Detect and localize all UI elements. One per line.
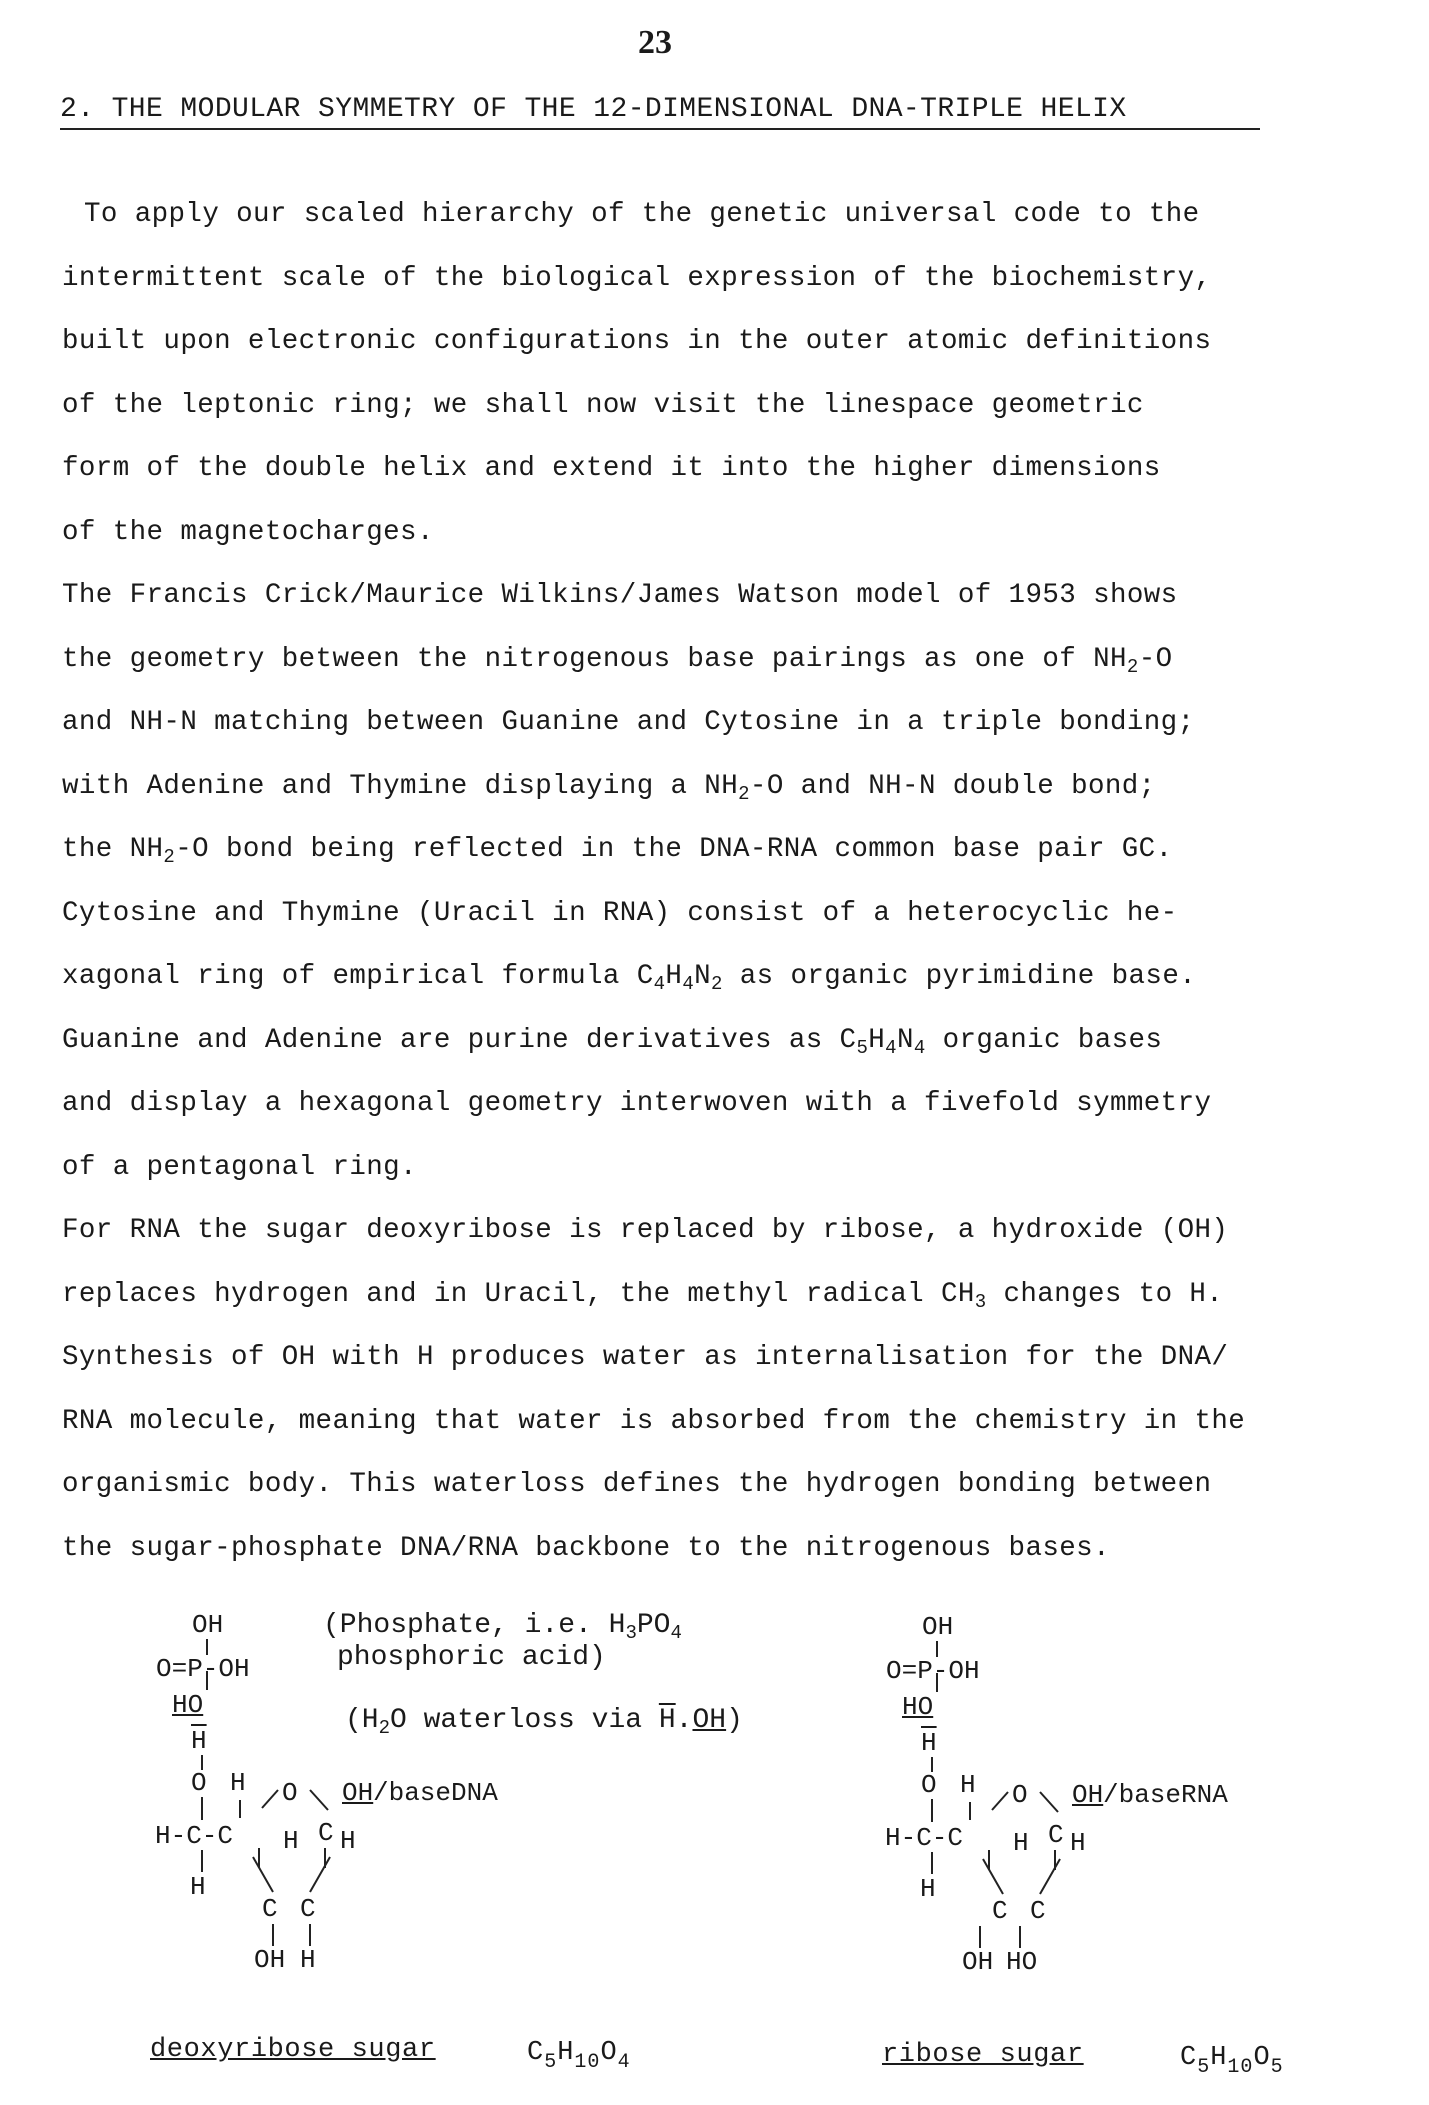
text-run: Guanine and Adenine are purine derivatives as C xyxy=(62,1024,857,1056)
atom-label: H-C-C xyxy=(885,1823,964,1853)
text-line xyxy=(62,945,1402,1009)
subscript: 4 xyxy=(913,1036,926,1059)
subscript: 5 xyxy=(856,1036,869,1059)
text-run: the NH xyxy=(62,834,164,865)
atom-label: H xyxy=(1070,1828,1086,1858)
subscript: 2 xyxy=(738,782,750,805)
text-run: O xyxy=(600,2038,618,2068)
text-line: the sugar-phosphate DNA/RNA backbone to the nitrogenous bases. xyxy=(62,1532,1110,1564)
subscript: 3 xyxy=(625,1622,637,1644)
atom-label: H xyxy=(340,1826,356,1856)
text-run: organic bases xyxy=(925,1024,1163,1056)
text-line: of the magnetocharges. xyxy=(62,516,434,548)
text-run: H xyxy=(1210,2043,1228,2073)
text-run: (H xyxy=(345,1705,379,1736)
text-run: phosphoric acid) xyxy=(337,1642,606,1673)
subscript: 4 xyxy=(670,1622,682,1644)
atom-label: OH xyxy=(192,1610,224,1640)
atom-label: C xyxy=(262,1894,278,1924)
text-line xyxy=(62,1009,1402,1073)
text-line: Cytosine and Thymine (Uracil in RNA) consist of a heterocyclic he- xyxy=(62,897,1178,929)
text-line: built upon electronic configurations in the outer atomic definitions xyxy=(62,326,1212,357)
atom-label: C xyxy=(318,1818,334,1848)
atom-label: C xyxy=(992,1896,1008,1926)
atom-label: $\overline{H}$ xyxy=(921,1728,937,1758)
body-text xyxy=(62,183,1402,1580)
text-line: To apply our scaled hierarchy of the genetic universal code to the xyxy=(84,199,1200,230)
subscript: 2 xyxy=(711,973,723,995)
text-run: O xyxy=(1253,2043,1271,2073)
text-run: O waterloss via xyxy=(390,1705,659,1736)
deoxyribose-formula xyxy=(527,2038,631,2074)
text-line xyxy=(62,818,1402,882)
ribose-structure xyxy=(880,1612,1300,1977)
atom-label: O xyxy=(1012,1780,1028,1810)
atom-label: H xyxy=(300,1945,316,1975)
subscript: 2 xyxy=(163,846,176,868)
text-run: H xyxy=(665,961,683,992)
waterloss-note xyxy=(345,1705,743,1737)
text-run: $\overline{H}$ xyxy=(658,1705,676,1736)
atom-label: HO xyxy=(172,1690,204,1720)
atom-label: C xyxy=(1048,1820,1064,1850)
text-line: form of the double helix and extend it into the higher dimensions xyxy=(62,453,1161,484)
phosphate-note xyxy=(323,1610,682,1674)
text-line: organismic body. This waterloss defines the hydrogen bonding between xyxy=(62,1469,1212,1500)
ribose-caption: ribose sugar xyxy=(882,2040,1084,2070)
atom-label: O xyxy=(191,1768,207,1798)
text-run: N xyxy=(694,961,712,992)
text-run: as organic pyrimidine base. xyxy=(722,961,1197,992)
subscript: 4 xyxy=(617,2051,631,2074)
text-line: For RNA the sugar deoxyribose is replaced by ribose, a hydroxide (OH) xyxy=(62,1215,1229,1246)
atom-label: OH xyxy=(962,1947,994,1977)
text-run: -O bond being reflected in the DNA-RNA common base pair GC. xyxy=(175,834,1173,865)
atom-label: $\overline{H}$ xyxy=(191,1726,207,1756)
text-run: with Adenine and Thymine displaying a NH xyxy=(62,770,739,802)
atom-label: O xyxy=(921,1770,937,1800)
atom-label: C xyxy=(300,1894,316,1924)
atom-label: OH xyxy=(254,1945,286,1975)
atom-label: HO xyxy=(1006,1947,1038,1977)
section-heading: 2. THE MODULAR SYMMETRY OF THE 12-DIMENSIONAL DNA-TRIPLE HELIX xyxy=(60,94,1260,130)
subscript: 10 xyxy=(1227,2056,1254,2079)
subscript: 4 xyxy=(653,973,666,995)
atom-label: /baseDNA xyxy=(373,1778,498,1808)
atom-label: H xyxy=(960,1770,976,1800)
atom-label: O=P-OH xyxy=(156,1654,250,1684)
text-run: ) xyxy=(726,1705,743,1736)
subscript: 5 xyxy=(1197,2056,1211,2079)
subscript: 3 xyxy=(974,1290,987,1313)
subscript: 2 xyxy=(378,1717,391,1739)
subscript: 2 xyxy=(1126,655,1139,678)
text-run: replaces hydrogen and in Uracil, the methyl radical CH xyxy=(62,1278,975,1310)
text-run: C xyxy=(527,2038,545,2068)
atom-label: H xyxy=(190,1872,206,1902)
atom-label: OH xyxy=(1072,1780,1104,1810)
text-run: -O and NH-N double bond; xyxy=(749,770,1156,802)
text-run: changes to H. xyxy=(986,1278,1224,1310)
text-run: C xyxy=(1180,2043,1198,2073)
atom-label: H xyxy=(283,1826,299,1856)
deoxyribose-caption: deoxyribose sugar xyxy=(150,2035,436,2065)
atom-label: OH xyxy=(342,1778,374,1808)
atom-label: O=P-OH xyxy=(886,1656,980,1686)
text-line xyxy=(62,628,1402,692)
text-run: H xyxy=(868,1024,886,1056)
atom-label: H xyxy=(920,1874,936,1904)
text-run: -O xyxy=(1138,643,1173,675)
subscript: 5 xyxy=(544,2051,558,2074)
subscript: 5 xyxy=(1270,2056,1284,2079)
atom-label: H-C-C xyxy=(155,1821,234,1851)
text-run: . xyxy=(675,1705,693,1736)
text-line xyxy=(62,755,1402,819)
atom-label: H xyxy=(230,1768,246,1798)
page-number: 23 xyxy=(638,24,672,61)
text-line: Synthesis of OH with H produces water as internalisation for the DNA/ xyxy=(62,1342,1229,1373)
text-run: OH xyxy=(692,1705,727,1736)
subscript: 4 xyxy=(885,1036,897,1059)
text-run: xagonal ring of empirical formula C xyxy=(62,961,654,992)
atom-label: C xyxy=(1030,1896,1046,1926)
text-line xyxy=(62,1263,1402,1327)
text-run: H xyxy=(557,2038,575,2068)
atom-label: OH xyxy=(922,1612,954,1642)
text-run: PO xyxy=(636,1610,671,1641)
text-line: intermittent scale of the biological expression of the biochemistry, xyxy=(62,262,1212,294)
atom-label: /baseRNA xyxy=(1103,1780,1228,1810)
text-run: (Phosphate, i.e. H xyxy=(323,1610,626,1641)
text-run: N xyxy=(896,1024,914,1056)
text-line: of a pentagonal ring. xyxy=(62,1151,417,1183)
text-line: RNA molecule, meaning that water is absorbed from the chemistry in the xyxy=(62,1405,1246,1437)
text-line: and display a hexagonal geometry interwoven with a fivefold symmetry xyxy=(62,1088,1212,1119)
ribose-formula xyxy=(1180,2043,1284,2079)
atom-label: HO xyxy=(902,1692,934,1722)
text-line: of the leptonic ring; we shall now visit the linespace geometric xyxy=(62,389,1144,421)
atom-label: O xyxy=(282,1778,298,1808)
text-line: The Francis Crick/Maurice Wilkins/James Watson model of 1953 shows xyxy=(62,580,1178,611)
text-run: the geometry between the nitrogenous base pairings as one of NH xyxy=(62,643,1127,675)
subscript: 10 xyxy=(574,2051,601,2074)
subscript: 4 xyxy=(682,973,695,995)
atom-label: H xyxy=(1013,1828,1029,1858)
text-line: and NH-N matching between Guanine and Cytosine in a triple bonding; xyxy=(62,707,1195,738)
